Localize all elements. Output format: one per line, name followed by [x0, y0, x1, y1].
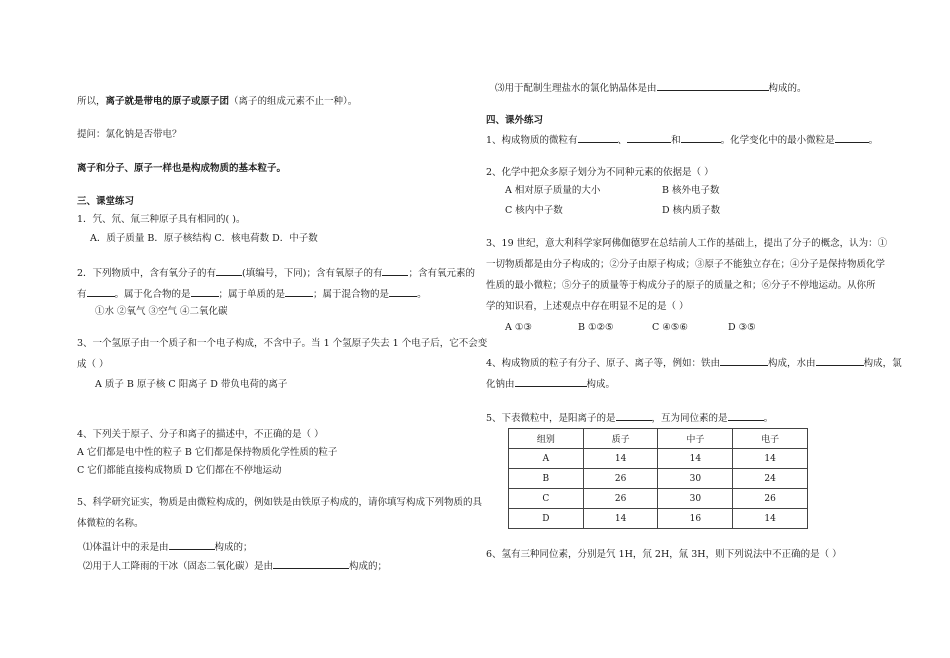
- e4-stem: 4、构成物质的粒子有分子、原子、离子等，例如：铁由 构成，水由 构成，氯: [486, 355, 902, 371]
- q5-item-1: ⑴体温计中的汞是由 构成的；: [83, 539, 253, 555]
- table-cell: 14: [733, 509, 808, 529]
- key-statement: 离子和分子、原子一样也是构成物质的基本粒子。: [77, 163, 287, 174]
- e5-stem: 5、下表微粒中，是阳离子的是 ，互为同位素的是 。: [486, 410, 773, 426]
- table-row: [509, 489, 808, 509]
- table-header: 电子: [733, 429, 808, 449]
- blank[interactable]: [616, 410, 652, 421]
- q4-stem: 4、下列关于原子、分子和离子的描述中，不正确的是（ ）: [77, 429, 324, 440]
- q5-stem: 5、科学研究证实，物质是由微粒构成的，例如铁是由铁原子构成的，请你填写构成下列物质的具: [77, 497, 483, 508]
- section-heading-3: 三、课堂练习: [77, 196, 135, 207]
- blank[interactable]: [728, 410, 764, 421]
- e6-stem: 6、氢有三种同位素，分别是氕 1H，氘 2H，氚 3H，则下列说法中不正确的是（ ）: [486, 549, 842, 560]
- blank[interactable]: [578, 132, 618, 143]
- e3-stem-3: 性质的最小微粒；⑤分子的质量等于构成分子的原子的质量之和；⑥分子不停地运动。从你所: [486, 280, 876, 291]
- table-cell: 26: [583, 469, 658, 489]
- q4-options-2: C 它们都能直接构成物质 D 它们都在不停地运动: [77, 465, 282, 476]
- blank[interactable]: [389, 286, 417, 297]
- blank[interactable]: [681, 132, 721, 143]
- e3-option: C ④⑤⑥: [652, 322, 688, 333]
- blank[interactable]: [720, 355, 768, 366]
- e3-stem-2: 一切物质都是由分子构成的；②分子由原子构成；③原子不能独立存在；④分子是保持物质化学: [486, 259, 886, 270]
- table-cell: 26: [733, 489, 808, 509]
- q2-options: ①水 ②氧气 ③空气 ④二氧化碳: [95, 306, 228, 317]
- table-header: 质子: [583, 429, 658, 449]
- blank[interactable]: [382, 265, 408, 276]
- table-cell: B: [509, 469, 584, 489]
- e3-option: A ①③: [505, 322, 532, 333]
- q2-stem-continued: 有 。属于化合物的是 ；属于单质的是 ；属于混合物的是 。: [77, 286, 427, 302]
- q3-options: A 质子 B 原子核 C 阳离子 D 带负电荷的离子: [95, 379, 288, 390]
- question-prompt: 提问：氯化钠是否带电？: [77, 129, 182, 140]
- blank[interactable]: [191, 286, 219, 297]
- table-row: [509, 469, 808, 489]
- q4-options-1: A 它们都是电中性的粒子 B 它们都是保持物质化学性质的粒子: [77, 447, 338, 458]
- table-cell: 26: [583, 489, 658, 509]
- blank[interactable]: [835, 132, 869, 143]
- table-cell: 30: [658, 469, 733, 489]
- e2-option-d: D 核内质子数: [662, 205, 721, 216]
- e2-option-b: B 核外电子数: [662, 185, 720, 196]
- table-header: 组别: [509, 429, 584, 449]
- q2-stem: 2．下列物质中，含有氧分子的有 (填编号，下同)；含有氧原子的有 ；含有氧元素的: [77, 265, 475, 281]
- blank[interactable]: [657, 80, 769, 91]
- e2-option-c: C 核内中子数: [505, 205, 563, 216]
- table-cell: 14: [658, 449, 733, 469]
- e2-stem: 2、化学中把众多原子划分为不同种元素的依据是（ ）: [486, 167, 714, 178]
- e3-stem-4: 学的知识看，上述观点中存在明显不足的是（ ）: [486, 301, 689, 312]
- q5-item-2: ⑵用于人工降雨的干冰（固态二氧化碳）是由 构成的；: [83, 558, 387, 574]
- q3-stem-continued: 成（ ）: [77, 359, 109, 370]
- table-cell: A: [509, 449, 584, 469]
- blank[interactable]: [515, 376, 587, 387]
- table-cell: 14: [583, 449, 658, 469]
- table-row: [509, 509, 808, 529]
- table-row: [509, 449, 808, 469]
- blank[interactable]: [216, 265, 242, 276]
- e3-option: B ①②⑤: [578, 322, 614, 333]
- table-cell: D: [509, 509, 584, 529]
- table-cell: 14: [733, 449, 808, 469]
- ion-definition: 所以，离子就是带电的原子或原子团（离子的组成元素不止一种）。: [77, 96, 358, 107]
- e2-option-a: A 相对原子质量的大小: [505, 185, 601, 196]
- q5-item-3: ⑶用于配制生理盐水的氯化钠晶体是由 构成的。: [495, 80, 807, 96]
- table-cell: C: [509, 489, 584, 509]
- table-header: 中子: [658, 429, 733, 449]
- blank[interactable]: [273, 558, 349, 569]
- table-header-row: [509, 429, 808, 449]
- blank[interactable]: [169, 539, 215, 550]
- q1-options: A．质子质量 B．原子核结构 C．核电荷数 D．中子数: [90, 233, 318, 244]
- table-cell: 30: [658, 489, 733, 509]
- particle-table: [508, 428, 808, 529]
- e4-stem-continued: 化钠由 构成。: [486, 376, 615, 392]
- table-cell: 24: [733, 469, 808, 489]
- table-cell: 16: [658, 509, 733, 529]
- q3-stem: 3、一个氢原子由一个质子和一个电子构成，不含中子。当 1 个氢原子失去 1 个电子后，它不会变: [77, 338, 488, 349]
- blank[interactable]: [87, 286, 115, 297]
- blank[interactable]: [285, 286, 313, 297]
- blank[interactable]: [816, 355, 864, 366]
- e3-stem-1: 3、19 世纪，意大利科学家阿佛伽德罗在总结前人工作的基础上，提出了分子的概念，认为：①: [486, 238, 888, 249]
- section-heading-4: 四、课外练习: [486, 115, 544, 126]
- q5-stem-continued: 体微粒的名称。: [77, 518, 144, 529]
- q1-stem: 1．氕、氘、氚三种原子具有相同的( )。: [77, 214, 246, 225]
- e3-option: D ③⑤: [728, 322, 756, 333]
- e1-stem: 1、构成物质的微粒有 、 和 。化学变化中的最小微粒是 。: [486, 132, 878, 148]
- blank[interactable]: [627, 132, 671, 143]
- table-cell: 14: [583, 509, 658, 529]
